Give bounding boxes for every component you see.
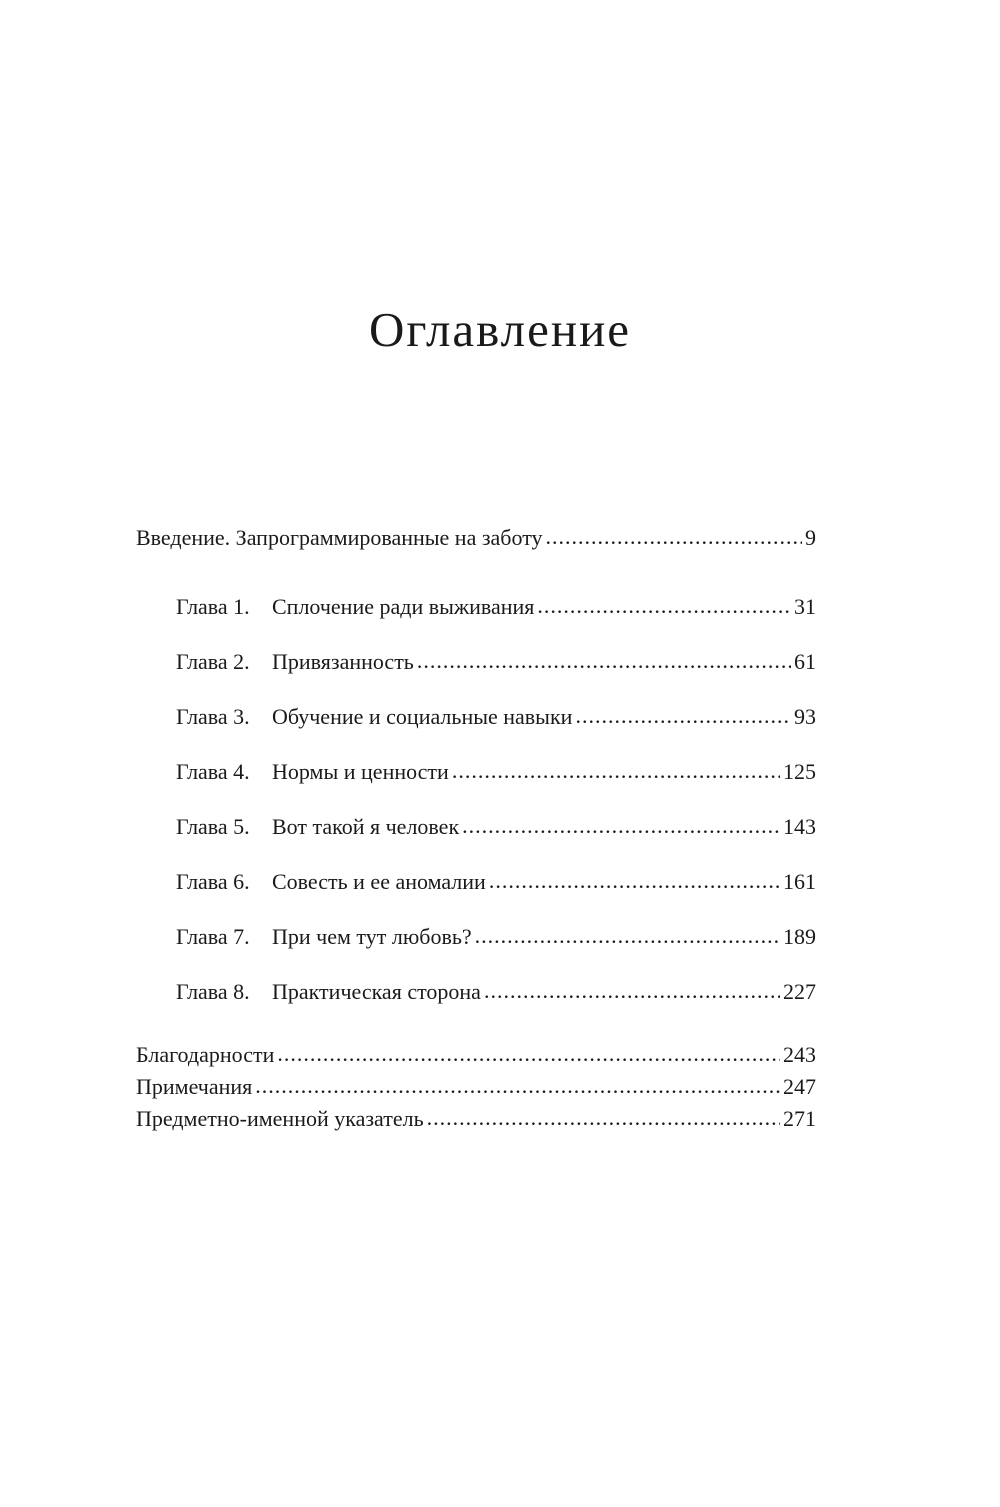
chapter-title: Вот такой я человек <box>272 814 460 839</box>
toc-entry-page: 271 <box>783 1106 816 1131</box>
toc-entry-page: 247 <box>783 1074 816 1099</box>
toc-entry-label: Благодарности <box>136 1042 275 1067</box>
chapter-title: Сплочение ради выживания <box>272 594 535 619</box>
chapter-title: При чем тут любовь? <box>272 924 472 949</box>
toc-leader-dots <box>255 1070 780 1102</box>
chapter-page: 161 <box>783 869 816 894</box>
chapter-number: Глава 6. <box>176 869 250 894</box>
chapter-page: 189 <box>783 924 816 949</box>
toc-leader-dots <box>452 755 780 787</box>
toc-leader-dots <box>417 645 791 677</box>
toc-entry-chapter-3[interactable] <box>176 701 816 733</box>
toc-entry-chapter-6[interactable] <box>176 866 816 898</box>
toc-leader-dots <box>427 1102 780 1134</box>
chapter-page: 93 <box>794 704 816 729</box>
chapter-page: 125 <box>783 759 816 784</box>
toc-leader-dots <box>484 975 780 1007</box>
toc-leader-dots <box>575 700 791 732</box>
chapter-page: 61 <box>794 649 816 674</box>
toc-leader-dots <box>277 1038 780 1070</box>
chapter-page: 143 <box>783 814 816 839</box>
toc-entry-notes[interactable] <box>136 1071 816 1103</box>
toc-entry-chapter-8[interactable] <box>176 976 816 1008</box>
chapter-title: Совесть и ее аномалии <box>272 869 486 894</box>
chapter-title: Практическая сторона <box>272 979 481 1004</box>
toc-chapters <box>136 591 816 1008</box>
toc-entry-page: 9 <box>805 525 816 550</box>
chapter-title: Обучение и социальные навыки <box>272 704 573 729</box>
toc-intro <box>136 522 816 554</box>
chapter-number: Глава 2. <box>176 649 250 674</box>
toc-back-matter <box>136 1039 816 1135</box>
chapter-number: Глава 5. <box>176 814 250 839</box>
toc-entry-intro[interactable] <box>136 522 816 554</box>
toc-entry-label: Примечания <box>136 1074 253 1099</box>
toc-entry-acknowledgements[interactable] <box>136 1039 816 1071</box>
toc-entry-chapter-2[interactable] <box>176 646 816 678</box>
chapter-page: 31 <box>794 594 816 619</box>
toc-entry-chapter-4[interactable] <box>176 756 816 788</box>
chapter-number: Глава 7. <box>176 924 250 949</box>
chapter-title: Привязанность <box>272 649 414 674</box>
chapter-number: Глава 8. <box>176 979 250 1004</box>
page-title: Оглавление <box>368 302 632 357</box>
toc-leader-dots <box>489 865 780 897</box>
toc-entry-chapter-5[interactable] <box>176 811 816 843</box>
toc-entry-index[interactable] <box>136 1103 816 1135</box>
toc-leader-dots <box>546 521 802 553</box>
toc-entry-label: Предметно-именной указатель <box>136 1106 424 1131</box>
toc-entry-page: 243 <box>783 1042 816 1067</box>
chapter-number: Глава 4. <box>176 759 250 784</box>
toc-leader-dots <box>537 590 791 622</box>
chapter-title: Нормы и ценности <box>272 759 449 784</box>
chapter-number: Глава 3. <box>176 704 250 729</box>
toc-leader-dots <box>475 920 780 952</box>
toc-entry-chapter-1[interactable] <box>176 591 816 623</box>
chapter-page: 227 <box>783 979 816 1004</box>
toc-entry-chapter-7[interactable] <box>176 921 816 953</box>
toc-entry-label: Введение. Запрограммированные на заботу <box>136 525 543 550</box>
toc-leader-dots <box>462 810 780 842</box>
chapter-number: Глава 1. <box>176 594 250 619</box>
